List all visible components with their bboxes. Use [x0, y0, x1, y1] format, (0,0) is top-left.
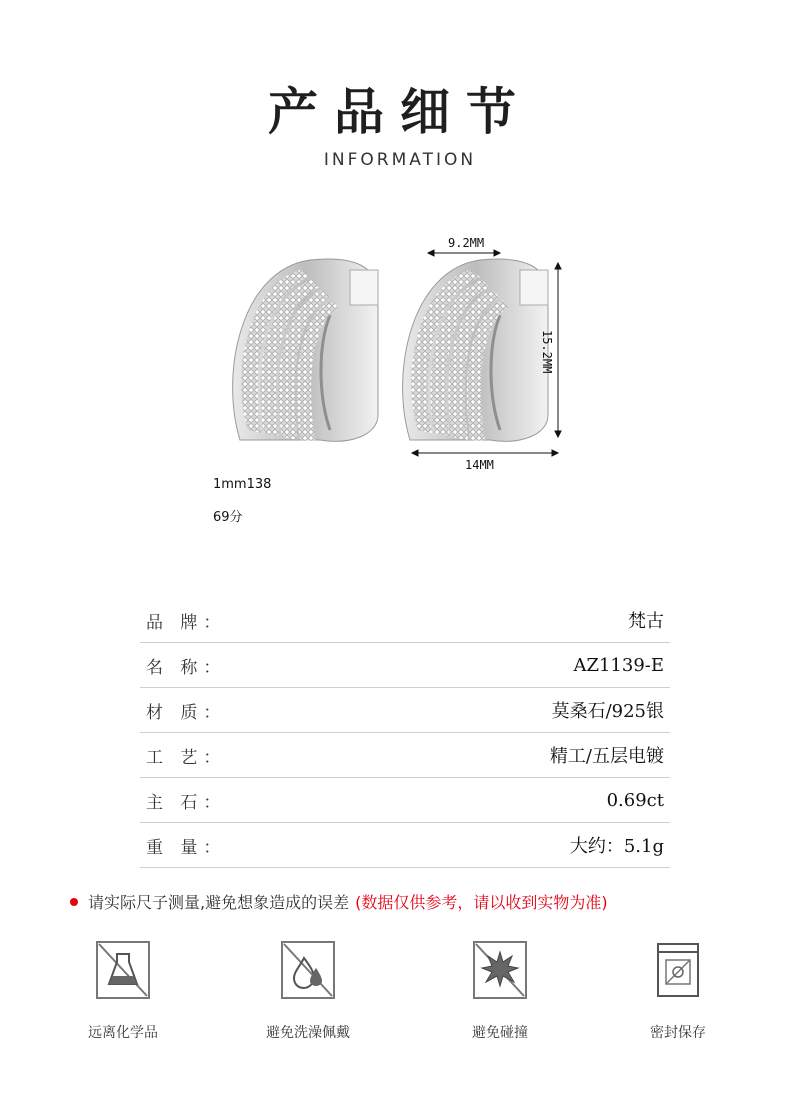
care-item-sealed — [618, 940, 738, 1042]
sealed-bag-icon — [650, 940, 706, 1000]
note-line-2: 69分 — [213, 510, 243, 525]
warning-highlight: (数据仅供参考，请以收到实物为准) — [355, 893, 608, 912]
care-item-chemicals — [63, 940, 183, 1042]
page-subtitle: INFORMATION — [323, 150, 477, 170]
spec-row-brand — [140, 598, 670, 643]
measurement-warning — [70, 890, 608, 913]
note-line-1: 1mm138 — [213, 477, 272, 492]
spec-value: 莫桑石/925银 — [551, 701, 664, 722]
care-label: 避免洗澡佩戴 — [266, 1025, 350, 1041]
right-earring — [403, 259, 548, 441]
water-drop-icon — [280, 940, 336, 1000]
spec-label: 主 石： — [146, 792, 227, 813]
dimension-width-top: 9.2MM — [448, 236, 485, 250]
care-label: 远离化学品 — [88, 1025, 158, 1041]
dimension-width-bottom: 14MM — [465, 458, 494, 472]
left-earring — [233, 259, 378, 441]
care-label: 避免碰撞 — [472, 1025, 528, 1041]
spec-label: 重 量： — [146, 837, 227, 858]
spec-row-material — [140, 688, 670, 733]
spec-label: 材 质： — [146, 702, 227, 723]
spec-row-weight — [140, 823, 670, 868]
spec-value: 大约：5.1g — [569, 836, 664, 857]
spec-row-main-stone — [140, 778, 670, 823]
impact-burst-icon — [472, 940, 528, 1000]
care-item-impact — [440, 940, 560, 1042]
bullet-dot-icon — [70, 898, 78, 906]
spec-table — [140, 598, 670, 868]
spec-label: 名 称： — [146, 657, 227, 678]
spec-value: AZ1139-E — [573, 654, 664, 676]
chemical-flask-icon — [95, 940, 151, 1000]
care-item-bathing — [248, 940, 368, 1042]
spec-value: 精工/五层电镀 — [549, 746, 664, 767]
spec-label: 工 艺： — [146, 747, 227, 768]
page-title: 产品细节 — [268, 83, 532, 141]
spec-label: 品 牌： — [146, 612, 227, 633]
spec-value: 0.69ct — [606, 789, 664, 811]
spec-value: 梵古 — [628, 611, 664, 632]
dimension-height: 15.2MM — [540, 330, 554, 374]
warning-text: 请实际尺子测量,避免想象造成的误差 — [88, 893, 350, 912]
spec-row-craft — [140, 733, 670, 778]
spec-row-name — [140, 643, 670, 688]
care-label: 密封保存 — [650, 1025, 706, 1041]
